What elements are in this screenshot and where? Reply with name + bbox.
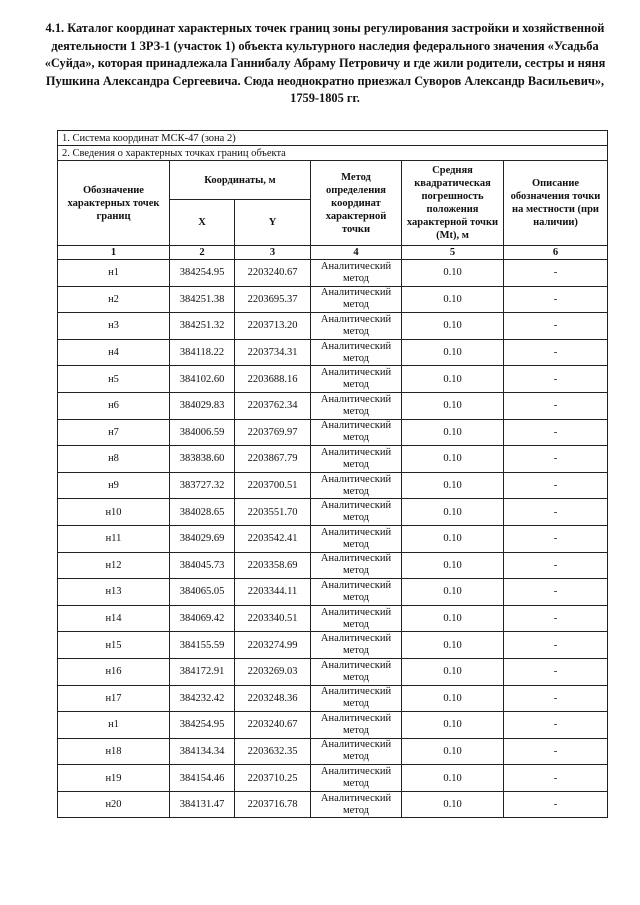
method-line: Аналитический [320, 260, 392, 272]
description-cell: - [504, 579, 608, 606]
header-coordinates: Координаты, м [170, 161, 311, 200]
error-value-cell: 0.10 [402, 525, 504, 552]
header-row-1 [58, 161, 608, 200]
table-row [58, 446, 608, 473]
description-cell: - [504, 446, 608, 473]
coord-x-cell: 384232.42 [170, 685, 235, 712]
table-row [58, 419, 608, 446]
point-id-cell: н19 [58, 765, 170, 792]
table-row [58, 525, 608, 552]
method-line: Аналитический [320, 393, 392, 405]
header-method: Метод определения координат характерной точки [311, 161, 402, 246]
coord-y-cell: 2203269.03 [235, 658, 311, 685]
coord-y-cell: 2203632.35 [235, 738, 311, 765]
coord-x-cell: 384254.95 [170, 712, 235, 739]
table-row [58, 552, 608, 579]
table-row [58, 472, 608, 499]
method-cell [311, 366, 402, 393]
method-cell [311, 552, 402, 579]
table-row [58, 738, 608, 765]
method-line: Аналитический [320, 712, 392, 724]
table-row [58, 712, 608, 739]
method-line: метод [342, 645, 370, 657]
coord-x-cell: 384134.34 [170, 738, 235, 765]
error-value-cell: 0.10 [402, 685, 504, 712]
error-value-cell: 0.10 [402, 712, 504, 739]
method-line: метод [342, 565, 370, 577]
point-id-cell: н11 [58, 525, 170, 552]
method-line: метод [342, 458, 370, 470]
method-line: Аналитический [320, 553, 392, 565]
method-cell [311, 392, 402, 419]
table-row [58, 392, 608, 419]
description-cell: - [504, 472, 608, 499]
coord-y-cell: 2203248.36 [235, 685, 311, 712]
coord-y-cell: 2203762.34 [235, 392, 311, 419]
method-line: метод [342, 299, 370, 311]
error-value-cell: 0.10 [402, 738, 504, 765]
coord-x-cell: 384131.47 [170, 791, 235, 818]
description-cell: - [504, 339, 608, 366]
point-id-cell: н15 [58, 632, 170, 659]
method-line: метод [342, 618, 370, 630]
method-cell [311, 313, 402, 340]
table-row [58, 499, 608, 526]
error-value-cell: 0.10 [402, 791, 504, 818]
point-id-cell: н18 [58, 738, 170, 765]
coord-x-cell: 384154.46 [170, 765, 235, 792]
coord-x-cell: 384251.32 [170, 313, 235, 340]
col-number: 5 [402, 246, 504, 260]
method-line: Аналитический [320, 606, 392, 618]
coord-y-cell: 2203769.97 [235, 419, 311, 446]
method-line: Аналитический [320, 792, 392, 804]
coord-y-cell: 2203695.37 [235, 286, 311, 313]
col-number: 2 [170, 246, 235, 260]
method-line: метод [342, 432, 370, 444]
error-value-cell: 0.10 [402, 260, 504, 287]
description-cell: - [504, 499, 608, 526]
col-number: 1 [58, 246, 170, 260]
coord-y-cell: 2203700.51 [235, 472, 311, 499]
method-line: Аналитический [320, 446, 392, 458]
coordinates-catalog-table [57, 130, 608, 818]
method-line: метод [342, 272, 370, 284]
coord-y-cell: 2203716.78 [235, 791, 311, 818]
point-id-cell: н16 [58, 658, 170, 685]
method-cell [311, 658, 402, 685]
point-id-cell: н7 [58, 419, 170, 446]
description-cell: - [504, 260, 608, 287]
point-id-cell: н17 [58, 685, 170, 712]
coord-x-cell: 384028.65 [170, 499, 235, 526]
method-line: Аналитический [320, 313, 392, 325]
description-cell: - [504, 366, 608, 393]
method-line: метод [342, 698, 370, 710]
description-cell: - [504, 765, 608, 792]
coord-y-cell: 2203551.70 [235, 499, 311, 526]
error-value-cell: 0.10 [402, 605, 504, 632]
table-body [58, 131, 608, 818]
description-cell: - [504, 313, 608, 340]
description-cell: - [504, 605, 608, 632]
description-cell: - [504, 632, 608, 659]
coord-y-cell: 2203710.25 [235, 765, 311, 792]
header-x: X [170, 200, 235, 246]
method-cell [311, 632, 402, 659]
point-id-cell: н20 [58, 791, 170, 818]
coord-y-cell: 2203240.67 [235, 712, 311, 739]
error-value-cell: 0.10 [402, 472, 504, 499]
column-numbers-row [58, 246, 608, 260]
coord-x-cell: 384065.05 [170, 579, 235, 606]
method-line: метод [342, 379, 370, 391]
method-line: метод [342, 325, 370, 337]
method-line: Аналитический [320, 340, 392, 352]
method-cell [311, 286, 402, 313]
table-row [58, 339, 608, 366]
point-id-cell: н1 [58, 260, 170, 287]
error-value-cell: 0.10 [402, 499, 504, 526]
error-value-cell: 0.10 [402, 446, 504, 473]
coord-x-cell: 384118.22 [170, 339, 235, 366]
method-line: Аналитический [320, 659, 392, 671]
table-row [58, 286, 608, 313]
method-line: метод [342, 804, 370, 816]
method-cell [311, 605, 402, 632]
error-value-cell: 0.10 [402, 658, 504, 685]
method-line: Аналитический [320, 367, 392, 379]
table-row [58, 260, 608, 287]
method-cell [311, 525, 402, 552]
method-line: метод [342, 512, 370, 524]
coord-x-cell: 384069.42 [170, 605, 235, 632]
method-line: метод [342, 485, 370, 497]
method-cell [311, 712, 402, 739]
coordinate-system-cell: 1. Система координат МСК-47 (зона 2) [58, 131, 608, 146]
table-row [58, 579, 608, 606]
method-line: Аналитический [320, 633, 392, 645]
point-id-cell: н3 [58, 313, 170, 340]
method-line: Аналитический [320, 526, 392, 538]
description-cell: - [504, 525, 608, 552]
error-value-cell: 0.10 [402, 339, 504, 366]
description-cell: - [504, 712, 608, 739]
header-error: Средняя квадратическая погрешность положения характерной точки (Mt), м [402, 161, 504, 246]
error-value-cell: 0.10 [402, 366, 504, 393]
method-line: Аналитический [320, 686, 392, 698]
coord-y-cell: 2203542.41 [235, 525, 311, 552]
method-cell [311, 579, 402, 606]
info-row [58, 146, 608, 161]
description-cell: - [504, 685, 608, 712]
table-row [58, 313, 608, 340]
header-description: Описание обозначения точки на местности (при наличии) [504, 161, 608, 246]
table-row [58, 632, 608, 659]
coord-x-cell: 384006.59 [170, 419, 235, 446]
method-cell [311, 499, 402, 526]
method-line: Аналитический [320, 473, 392, 485]
coord-x-cell: 384172.91 [170, 658, 235, 685]
point-id-cell: н6 [58, 392, 170, 419]
coord-y-cell: 2203240.67 [235, 260, 311, 287]
points-info-cell: 2. Сведения о характерных точках границ объекта [58, 146, 608, 161]
description-cell: - [504, 392, 608, 419]
method-line: метод [342, 751, 370, 763]
point-id-cell: н10 [58, 499, 170, 526]
coord-y-cell: 2203713.20 [235, 313, 311, 340]
error-value-cell: 0.10 [402, 632, 504, 659]
point-id-cell: н4 [58, 339, 170, 366]
method-line: метод [342, 538, 370, 550]
method-cell [311, 791, 402, 818]
method-line: метод [342, 778, 370, 790]
table-row [58, 658, 608, 685]
method-cell [311, 260, 402, 287]
document-title: 4.1. Каталог координат характерных точек границ зоны регулирования застройки и хозяйственной деятельности 1 ЗРЗ-1 (участок 1) объекта культурного наследия федерального значения «Усадьба «Суйда», которая принадлежала Ганнибалу Абраму Петровичу и где жили родители, сестры и няня Пушкина Александра Сергеевича. Сюда неоднократно приезжал Суворов Александр Васильевич», 1759-1805 гг. [44, 21, 606, 105]
method-cell [311, 419, 402, 446]
error-value-cell: 0.10 [402, 552, 504, 579]
point-id-cell: н1 [58, 712, 170, 739]
method-line: метод [342, 405, 370, 417]
col-number: 3 [235, 246, 311, 260]
error-value-cell: 0.10 [402, 286, 504, 313]
method-cell [311, 472, 402, 499]
header-y: Y [235, 200, 311, 246]
description-cell: - [504, 552, 608, 579]
method-line: Аналитический [320, 287, 392, 299]
table-row [58, 605, 608, 632]
table-row [58, 366, 608, 393]
coord-y-cell: 2203867.79 [235, 446, 311, 473]
method-cell [311, 685, 402, 712]
method-cell [311, 446, 402, 473]
coord-y-cell: 2203340.51 [235, 605, 311, 632]
coord-x-cell: 383838.60 [170, 446, 235, 473]
method-line: Аналитический [320, 766, 392, 778]
table-row [58, 791, 608, 818]
method-line: метод [342, 591, 370, 603]
description-cell: - [504, 738, 608, 765]
method-line: метод [342, 671, 370, 683]
coord-y-cell: 2203358.69 [235, 552, 311, 579]
point-id-cell: н8 [58, 446, 170, 473]
description-cell: - [504, 658, 608, 685]
coord-x-cell: 383727.32 [170, 472, 235, 499]
description-cell: - [504, 791, 608, 818]
method-line: метод [342, 724, 370, 736]
method-line: Аналитический [320, 500, 392, 512]
coord-x-cell: 384254.95 [170, 260, 235, 287]
method-line: метод [342, 352, 370, 364]
point-id-cell: н12 [58, 552, 170, 579]
description-cell: - [504, 286, 608, 313]
method-line: Аналитический [320, 420, 392, 432]
method-cell [311, 738, 402, 765]
error-value-cell: 0.10 [402, 313, 504, 340]
coord-y-cell: 2203734.31 [235, 339, 311, 366]
method-cell [311, 339, 402, 366]
error-value-cell: 0.10 [402, 419, 504, 446]
system-row [58, 131, 608, 146]
method-line: Аналитический [320, 579, 392, 591]
coord-x-cell: 384029.69 [170, 525, 235, 552]
description-cell: - [504, 419, 608, 446]
method-line: Аналитический [320, 739, 392, 751]
coord-y-cell: 2203344.11 [235, 579, 311, 606]
coord-x-cell: 384155.59 [170, 632, 235, 659]
coord-x-cell: 384045.73 [170, 552, 235, 579]
table-row [58, 765, 608, 792]
method-cell [311, 765, 402, 792]
coord-y-cell: 2203688.16 [235, 366, 311, 393]
error-value-cell: 0.10 [402, 765, 504, 792]
coord-y-cell: 2203274.99 [235, 632, 311, 659]
header-designation: Обозначение характерных точек границ [58, 161, 170, 246]
point-id-cell: н9 [58, 472, 170, 499]
point-id-cell: н2 [58, 286, 170, 313]
point-id-cell: н14 [58, 605, 170, 632]
point-id-cell: н13 [58, 579, 170, 606]
coord-x-cell: 384029.83 [170, 392, 235, 419]
point-id-cell: н5 [58, 366, 170, 393]
error-value-cell: 0.10 [402, 579, 504, 606]
col-number: 4 [311, 246, 402, 260]
col-number: 6 [504, 246, 608, 260]
coord-x-cell: 384251.38 [170, 286, 235, 313]
table-row [58, 685, 608, 712]
coord-x-cell: 384102.60 [170, 366, 235, 393]
error-value-cell: 0.10 [402, 392, 504, 419]
